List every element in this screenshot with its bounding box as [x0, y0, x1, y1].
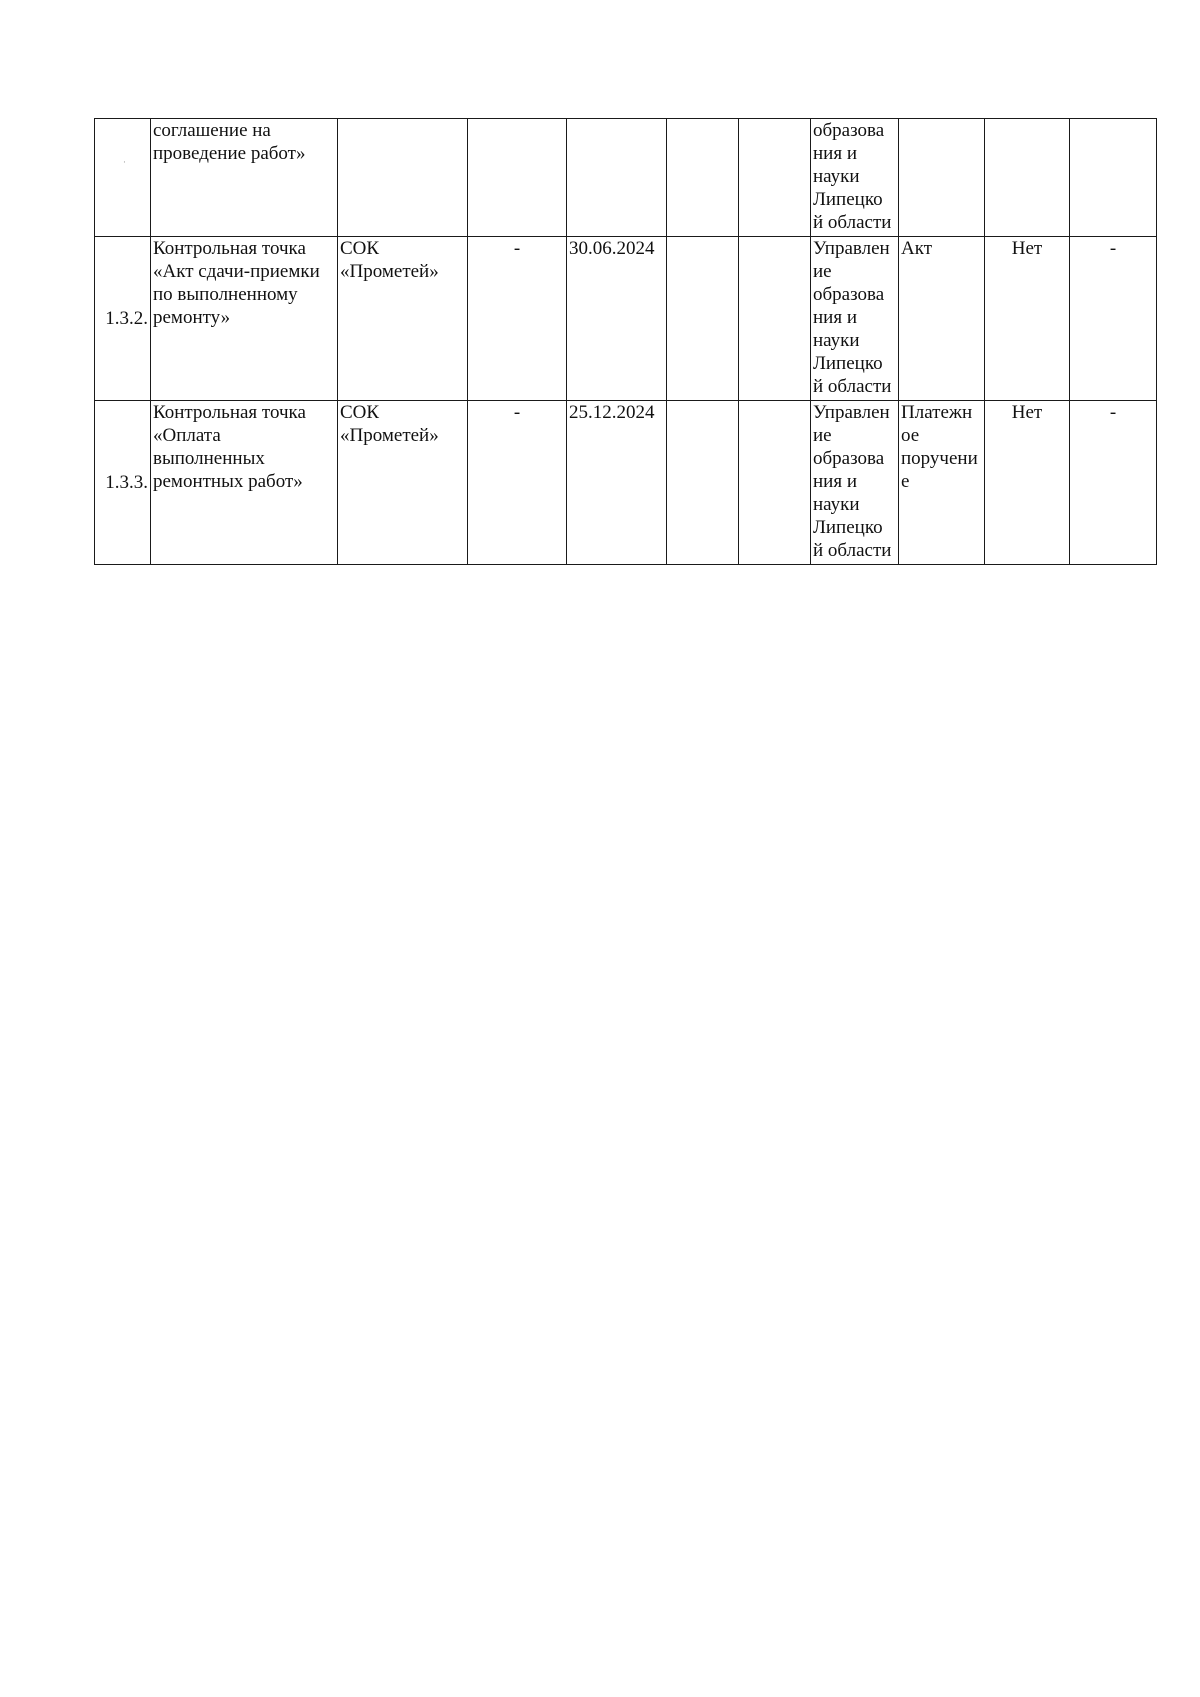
end-date-cell: 25.12.2024	[567, 401, 667, 565]
start-date-cell	[468, 119, 567, 237]
executor-cell: СОК «Прометей»	[338, 401, 468, 565]
note-cell	[1070, 119, 1157, 237]
plan-table	[94, 118, 1157, 565]
document-cell	[899, 119, 985, 237]
start-date-cell: -	[468, 237, 567, 401]
scan-artifact: ·	[123, 158, 126, 168]
empty-cell	[739, 237, 811, 401]
empty-cell	[667, 119, 739, 237]
responsible-cell: образова ния и науки Липецко й области	[811, 119, 899, 237]
start-date-cell: -	[468, 401, 567, 565]
end-date-cell: 30.06.2024	[567, 237, 667, 401]
flag-cell: Нет	[985, 401, 1070, 565]
executor-cell	[338, 119, 468, 237]
empty-cell	[667, 237, 739, 401]
document-cell: Акт	[899, 237, 985, 401]
empty-cell	[739, 401, 811, 565]
responsible-cell: Управлен ие образова ния и науки Липецко й области	[811, 401, 899, 565]
empty-cell	[739, 119, 811, 237]
table-row	[95, 237, 1157, 401]
flag-cell: Нет	[985, 237, 1070, 401]
task-description: Контрольная точка «Акт сдачи-приемки по выполненному ремонту»	[151, 237, 338, 401]
task-description: соглашение на проведение работ»	[151, 119, 338, 237]
note-cell: -	[1070, 237, 1157, 401]
note-cell: -	[1070, 401, 1157, 565]
empty-cell	[667, 401, 739, 565]
executor-cell: СОК «Прометей»	[338, 237, 468, 401]
row-number	[95, 119, 151, 237]
task-description: Контрольная точка «Оплата выполненных ремонтных работ»	[151, 401, 338, 565]
row-number: 1.3.3.	[95, 401, 151, 565]
table-row	[95, 401, 1157, 565]
flag-cell	[985, 119, 1070, 237]
end-date-cell	[567, 119, 667, 237]
document-cell: Платежн ое поручени е	[899, 401, 985, 565]
table-row	[95, 119, 1157, 237]
responsible-cell: Управлен ие образова ния и науки Липецко й области	[811, 237, 899, 401]
row-number: 1.3.2.	[95, 237, 151, 401]
